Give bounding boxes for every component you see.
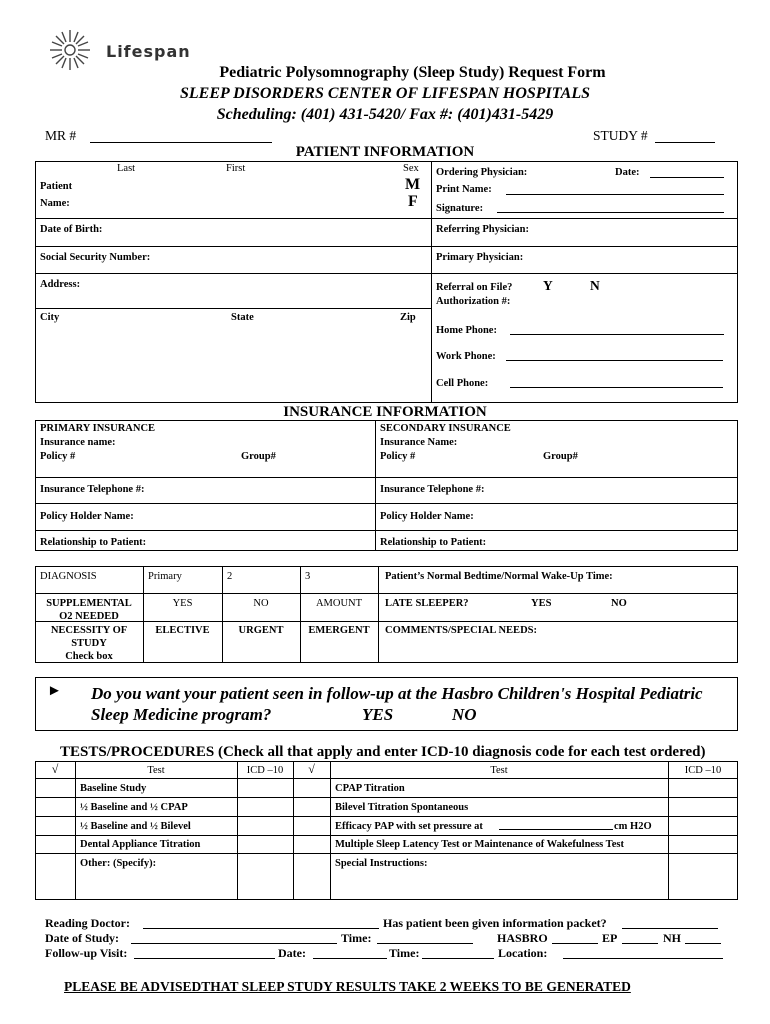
primary-group-label: Group# bbox=[241, 451, 276, 462]
late-sleeper-yes-option[interactable]: YES bbox=[531, 598, 552, 609]
test-item[interactable]: Multiple Sleep Latency Test or Maintenance of Wakefulness Test bbox=[335, 839, 624, 850]
emergent-option[interactable]: EMERGENT bbox=[308, 625, 370, 636]
info-packet-label: Has patient been given information packet? bbox=[383, 916, 607, 930]
test-item[interactable]: Special Instructions: bbox=[335, 858, 428, 869]
secondary-holder-label: Policy Holder Name: bbox=[380, 511, 474, 522]
followup-date-label: Date: bbox=[278, 946, 306, 960]
tests-col-line bbox=[293, 761, 294, 900]
address-label: Address: bbox=[40, 279, 81, 290]
necessity-line-3: Check box bbox=[65, 651, 113, 662]
supplemental-line-2: O2 NEEDED bbox=[59, 611, 119, 622]
patient-info-heading: PATIENT INFORMATION bbox=[295, 144, 475, 160]
secondary-policy-label: Policy # bbox=[380, 451, 416, 462]
hasbro-label: HASBRO bbox=[497, 931, 548, 945]
necessity-line-2: STUDY bbox=[71, 638, 107, 649]
followup-visit-input-line[interactable] bbox=[134, 958, 275, 959]
insurance-row-line bbox=[35, 503, 738, 504]
patient-info-box bbox=[35, 161, 738, 403]
tests-row-line bbox=[35, 797, 738, 798]
test-item[interactable]: Bilevel Titration Spontaneous bbox=[335, 802, 469, 813]
insurance-divider bbox=[375, 420, 376, 551]
test-item[interactable]: Dental Appliance Titration bbox=[80, 839, 201, 850]
comments-label: COMMENTS/SPECIAL NEEDS: bbox=[385, 625, 537, 636]
print-name-input-line[interactable] bbox=[506, 194, 724, 195]
zip-label: Zip bbox=[400, 312, 416, 323]
primary-insurance-label: PRIMARY INSURANCE bbox=[40, 423, 156, 434]
tests-header-line bbox=[35, 778, 738, 779]
test-item[interactable]: ½ Baseline and ½ Bilevel bbox=[80, 821, 191, 832]
first-label: First bbox=[226, 163, 246, 174]
mr-label: MR # bbox=[45, 128, 77, 143]
secondary-insurance-name-label: Insurance Name: bbox=[380, 437, 458, 448]
home-phone-label: Home Phone: bbox=[436, 325, 497, 336]
insurance-row-line bbox=[35, 477, 738, 478]
tests-col-line bbox=[237, 761, 238, 900]
last-label: Last bbox=[117, 163, 136, 174]
secondary-insurance-label: SECONDARY INSURANCE bbox=[380, 423, 511, 434]
signature-label: Signature: bbox=[436, 203, 484, 214]
test-item[interactable]: Other: (Specify): bbox=[80, 858, 157, 869]
diagnosis-3-label: 3 bbox=[305, 571, 311, 582]
cell-phone-label: Cell Phone: bbox=[436, 378, 489, 389]
tests-col-line bbox=[75, 761, 76, 900]
diagnosis-col-line bbox=[378, 566, 379, 663]
secondary-group-label: Group# bbox=[543, 451, 578, 462]
signature-input-line[interactable] bbox=[497, 212, 724, 213]
insurance-row-line bbox=[35, 530, 738, 531]
diagnosis-col-line bbox=[143, 566, 144, 663]
name-label: Name: bbox=[40, 198, 70, 209]
primary-policy-label: Policy # bbox=[40, 451, 76, 462]
bedtime-label: Patient’s Normal Bedtime/Normal Wake-Up Time: bbox=[385, 571, 613, 582]
followup-time-label: Time: bbox=[389, 946, 420, 960]
necessity-label bbox=[35, 624, 143, 663]
supplemental-line-1: SUPPLEMENTAL bbox=[46, 598, 132, 609]
necessity-line-1: NECESSITY OF bbox=[50, 625, 128, 636]
referral-no-option[interactable]: N bbox=[590, 278, 600, 293]
elective-option[interactable]: ELECTIVE bbox=[155, 625, 210, 636]
date-label: Date: bbox=[615, 167, 640, 178]
date-input-line[interactable] bbox=[650, 177, 724, 178]
test-item[interactable]: Efficacy PAP with set pressure at bbox=[335, 821, 483, 832]
referring-physician-label: Referring Physician: bbox=[436, 224, 530, 235]
insurance-info-heading: INSURANCE INFORMATION bbox=[283, 404, 487, 420]
secondary-telephone-label: Insurance Telephone #: bbox=[380, 484, 485, 495]
location-label: Location: bbox=[498, 946, 548, 960]
info-packet-input-line[interactable] bbox=[622, 928, 718, 929]
tests-col-line bbox=[668, 761, 669, 900]
ep-label: EP bbox=[602, 931, 618, 945]
diagnosis-primary-label: Primary bbox=[148, 571, 182, 582]
followup-time-input-line[interactable] bbox=[422, 958, 494, 959]
cell-phone-input-line[interactable] bbox=[510, 387, 723, 388]
patient-divider bbox=[431, 161, 432, 403]
followup-yes-option[interactable]: YES bbox=[362, 705, 394, 724]
form-title: Pediatric Polysomnography (Sleep Study) Request Form bbox=[219, 64, 606, 81]
work-phone-label: Work Phone: bbox=[436, 351, 496, 362]
work-phone-input-line[interactable] bbox=[506, 360, 723, 361]
ordering-physician-label: Ordering Physician: bbox=[436, 167, 528, 178]
primary-holder-label: Policy Holder Name: bbox=[40, 511, 134, 522]
home-phone-input-line[interactable] bbox=[510, 334, 724, 335]
patient-row-line bbox=[35, 218, 738, 219]
test-item[interactable]: ½ Baseline and ½ CPAP bbox=[80, 802, 188, 813]
scheduling-line: Scheduling: (401) 431-5420/ Fax #: (401)431-5429 bbox=[216, 106, 554, 123]
primary-physician-label: Primary Physician: bbox=[436, 252, 524, 263]
print-name-label: Print Name: bbox=[436, 184, 492, 195]
patient-label: Patient bbox=[40, 181, 73, 192]
reading-doctor-input-line[interactable] bbox=[143, 928, 379, 929]
date-of-study-label: Date of Study: bbox=[45, 931, 119, 945]
sex-label: Sex bbox=[403, 163, 419, 174]
study-input-line[interactable] bbox=[655, 142, 715, 143]
advisory-notice: PLEASE BE ADVISEDTHAT SLEEP STUDY RESULTS TAKE 2 WEEKS TO BE GENERATED bbox=[64, 979, 631, 994]
study-time-label: Time: bbox=[341, 931, 372, 945]
supplemental-o2-label bbox=[35, 597, 143, 623]
diagnosis-row-line bbox=[35, 593, 738, 594]
test-column-label: Test bbox=[490, 765, 508, 776]
followup-visit-label: Follow-up Visit: bbox=[45, 946, 128, 960]
check-column-icon: √ bbox=[51, 762, 59, 776]
reading-doctor-label: Reading Doctor: bbox=[45, 916, 130, 930]
logo-name: Lifespan bbox=[106, 42, 191, 61]
nh-input-line[interactable] bbox=[685, 943, 721, 944]
nh-label: NH bbox=[663, 931, 681, 945]
o2-amount-label: AMOUNT bbox=[315, 598, 363, 609]
followup-no-option[interactable]: NO bbox=[452, 705, 477, 724]
date-of-study-input-line[interactable] bbox=[131, 943, 337, 944]
study-label: STUDY # bbox=[593, 128, 648, 143]
late-sleeper-label: LATE SLEEPER? bbox=[385, 598, 469, 609]
late-sleeper-no-option[interactable]: NO bbox=[611, 598, 627, 609]
check-column-icon: √ bbox=[308, 762, 315, 776]
tests-row-line bbox=[35, 835, 738, 836]
primary-relationship-label: Relationship to Patient: bbox=[40, 537, 147, 548]
hasbro-input-line[interactable] bbox=[552, 943, 598, 944]
cm-h2o-label: cm H2O bbox=[614, 821, 652, 832]
mr-input-line[interactable] bbox=[90, 142, 272, 143]
patient-row-line bbox=[35, 246, 738, 247]
icd-column-label: ICD –10 bbox=[684, 765, 722, 776]
study-time-input-line[interactable] bbox=[377, 943, 473, 944]
tests-row-line bbox=[35, 816, 738, 817]
tests-col-line bbox=[330, 761, 331, 900]
urgent-option[interactable]: URGENT bbox=[238, 625, 284, 636]
ssn-label: Social Security Number: bbox=[40, 252, 151, 263]
location-input-line[interactable] bbox=[563, 958, 723, 959]
sex-m-option[interactable]: M bbox=[405, 176, 421, 193]
state-label: State bbox=[231, 312, 254, 323]
diagnosis-col-line bbox=[222, 566, 223, 663]
primary-telephone-label: Insurance Telephone #: bbox=[40, 484, 145, 495]
diagnosis-col-line bbox=[300, 566, 301, 663]
test-item[interactable]: CPAP Titration bbox=[335, 783, 405, 794]
primary-insurance-name-label: Insurance name: bbox=[40, 437, 116, 448]
followup-question-line2: Sleep Medicine program? bbox=[91, 705, 272, 724]
ep-input-line[interactable] bbox=[622, 943, 658, 944]
sex-f-option[interactable]: F bbox=[408, 193, 418, 210]
followup-date-input-line[interactable] bbox=[313, 958, 387, 959]
patient-row-line bbox=[35, 273, 738, 274]
tests-heading: TESTS/PROCEDURES (Check all that apply and enter ICD-10 diagnosis code for each test ordered) bbox=[60, 744, 706, 760]
city-label: City bbox=[40, 312, 60, 323]
center-name: SLEEP DISORDERS CENTER OF LIFESPAN HOSPITALS bbox=[179, 85, 591, 102]
test-column-label: Test bbox=[147, 765, 165, 776]
diagnosis-2-label: 2 bbox=[227, 571, 233, 582]
o2-yes-option[interactable]: YES bbox=[172, 598, 193, 609]
test-item[interactable]: Baseline Study bbox=[80, 783, 147, 794]
arrow-icon: ► bbox=[47, 683, 62, 699]
referral-on-file-label: Referral on File? bbox=[436, 282, 513, 293]
followup-question-line1: Do you want your patient seen in follow-up at the Hasbro Children's Hospital Pediatric bbox=[91, 684, 703, 703]
pressure-input-line[interactable] bbox=[499, 829, 613, 830]
o2-no-option[interactable]: NO bbox=[253, 598, 269, 609]
secondary-relationship-label: Relationship to Patient: bbox=[380, 537, 487, 548]
referral-yes-option[interactable]: Y bbox=[543, 278, 553, 293]
diagnosis-label: DIAGNOSIS bbox=[40, 571, 97, 582]
authorization-label: Authorization #: bbox=[436, 296, 511, 307]
patient-row-line bbox=[35, 308, 431, 309]
tests-row-line bbox=[35, 853, 738, 854]
icd-column-label: ICD –10 bbox=[246, 765, 284, 776]
dob-label: Date of Birth: bbox=[40, 224, 103, 235]
